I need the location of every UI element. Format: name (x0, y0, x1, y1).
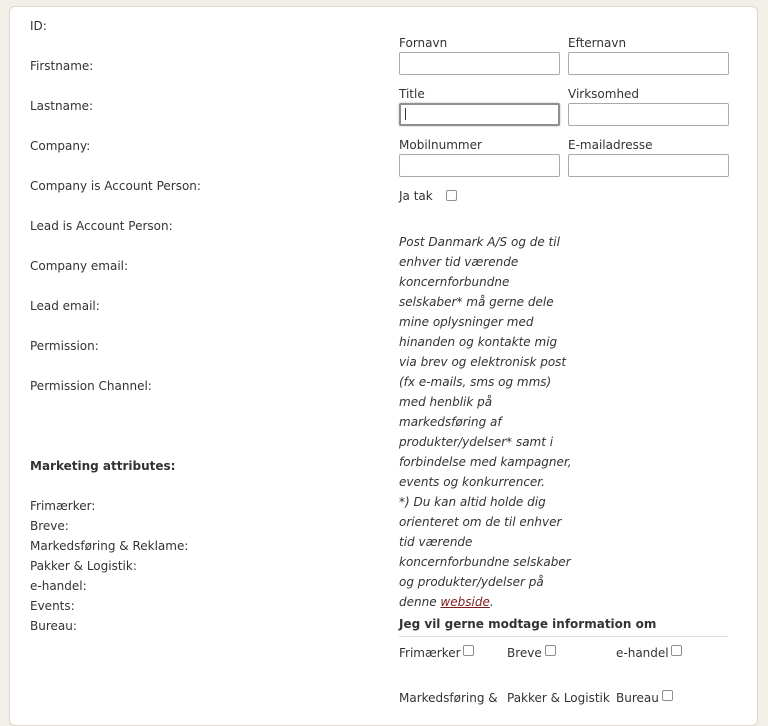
fornavn-input[interactable] (399, 52, 560, 75)
efternavn-label: Efternavn (568, 36, 627, 50)
option-bureau-checkbox[interactable] (662, 690, 673, 701)
id-label: ID: (30, 19, 47, 33)
virksomhed-label: Virksomhed (568, 87, 640, 101)
ja-tak-label: Ja tak (399, 189, 433, 203)
pakker-attr-label: Pakker & Logistik: (30, 559, 137, 573)
lead-is-account-person-label: Lead is Account Person: (30, 219, 173, 233)
consent-text-end: . (489, 595, 494, 609)
mobilnummer-input[interactable] (399, 154, 560, 177)
webside-link[interactable]: webside (440, 595, 490, 609)
option-breve-checkbox[interactable] (545, 645, 556, 656)
mobilnummer-label: Mobilnummer (399, 138, 482, 152)
lead-email-label: Lead email: (30, 299, 100, 313)
option-breve-label: Breve (507, 646, 542, 660)
efternavn-input[interactable] (568, 52, 729, 75)
option-ehandel-checkbox[interactable] (671, 645, 682, 656)
company-email-label: Company email: (30, 259, 129, 273)
interests-heading: Jeg vil gerne modtage information om (399, 617, 657, 631)
emailadresse-input[interactable] (568, 154, 729, 177)
option-pakker-label: Pakker & Logistik (507, 691, 610, 705)
consent-text (399, 232, 574, 612)
title-input[interactable] (399, 103, 560, 126)
consent-text-part1: Post Danmark A/S og de til enhver tid værende koncernforbundne selskaber* må gerne dele mine oplysninger med hinanden og kontakte mig via brev og elektronisk post (fx e-mails, sms og mms) med henblik på markedsføring af produkter/ydelser* samt i forbindelse med kampagner, events og konkurrencer. (399, 235, 572, 489)
breve-attr-label: Breve: (30, 519, 69, 533)
emailadresse-label: E-mailadresse (568, 138, 653, 152)
interests-divider (399, 636, 728, 637)
option-markedsforing-label: Markedsføring & (399, 691, 498, 705)
title-label: Title (399, 87, 425, 101)
text-caret (405, 108, 406, 120)
markedsforing-attr-label: Markedsføring & Reklame: (30, 539, 189, 553)
virksomhed-input[interactable] (568, 103, 729, 126)
option-frimaerker-label: Frimærker (399, 646, 461, 660)
lastname-label: Lastname: (30, 99, 94, 113)
permission-label: Permission: (30, 339, 99, 353)
events-attr-label: Events: (30, 599, 75, 613)
consent-text-part2: *) Du kan altid holde dig orienteret om de til enhver tid værende koncernforbundne selskaber og produkter/ydelser på denne (399, 495, 571, 609)
ehandel-attr-label: e-handel: (30, 579, 87, 593)
permission-channel-label: Permission Channel: (30, 379, 152, 393)
option-ehandel-label: e-handel (616, 646, 669, 660)
fornavn-label: Fornavn (399, 36, 448, 50)
ja-tak-checkbox[interactable] (446, 190, 457, 201)
company-is-account-person-label: Company is Account Person: (30, 179, 201, 193)
marketing-attributes-heading: Marketing attributes: (30, 459, 176, 473)
frimaerker-attr-label: Frimærker: (30, 499, 96, 513)
company-label: Company: (30, 139, 91, 153)
option-frimaerker-checkbox[interactable] (463, 645, 474, 656)
bureau-attr-label: Bureau: (30, 619, 77, 633)
option-bureau-label: Bureau (616, 691, 659, 705)
firstname-label: Firstname: (30, 59, 94, 73)
